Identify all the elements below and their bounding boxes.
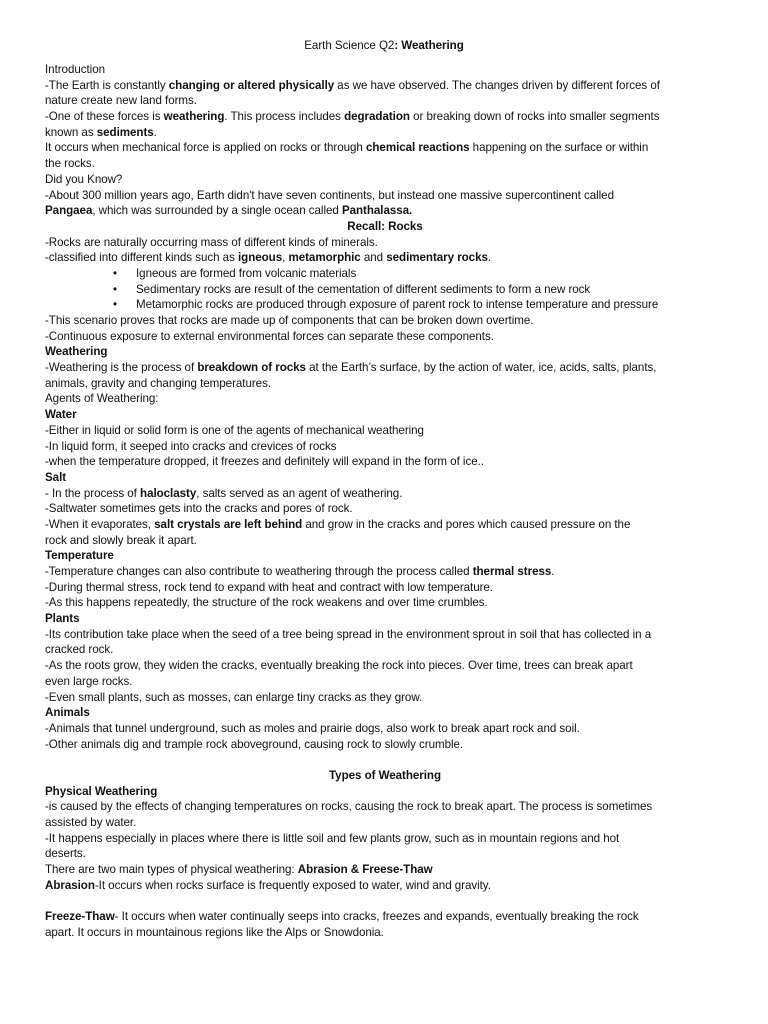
- bullet-item: [45, 266, 725, 282]
- text-run: , which was surrounded by a single ocean called: [92, 204, 342, 218]
- text-line: [45, 501, 725, 517]
- text-run: -As the roots grow, they widen the cracks, eventually breaking the rock into pieces. Over time, trees can break apart: [45, 659, 633, 673]
- bold-text: sediments: [96, 125, 154, 139]
- bold-text: changing or altered physically: [168, 78, 335, 92]
- text-run: rock and slowly break it apart.: [45, 533, 197, 547]
- text-line: [45, 391, 725, 407]
- text-line: [45, 250, 725, 266]
- bold-text: Types of Weathering: [329, 768, 441, 782]
- bold-text: salt crystals are left behind: [154, 517, 303, 531]
- section-heading: [45, 219, 725, 235]
- text-line: [45, 329, 725, 345]
- bold-text: igneous: [238, 251, 283, 265]
- text-line: [45, 376, 725, 392]
- text-run: cracked rock.: [45, 643, 114, 657]
- text-run: happening on the surface or within: [469, 141, 649, 155]
- text-run: .: [551, 565, 555, 578]
- text-run: -Either in liquid or solid form is one of the agents of mechanical weathering: [45, 423, 424, 437]
- text-line: [45, 831, 725, 847]
- text-run: deserts.: [45, 847, 86, 861]
- text-line: [45, 674, 725, 690]
- blank-line: [45, 752, 725, 768]
- text-line: [45, 109, 725, 125]
- text-run: -This scenario proves that rocks are made up of components that can be broken down overtime.: [45, 314, 534, 327]
- bold-text: Physical Weathering: [45, 784, 158, 798]
- text-run: -As this happens repeatedly, the structure of the rock weakens and over time crumbles.: [45, 596, 488, 610]
- text-run: -It happens especially in places where there is little soil and few plants grow, such as in mountain regions and hot: [45, 831, 620, 845]
- bold-text: Animals: [45, 706, 90, 720]
- text-line: [45, 846, 725, 862]
- bold-text: sedimentary rocks: [386, 251, 488, 265]
- text-run: -Animals that tunnel underground, such as moles and prairie dogs, also work to break apart rock and soil.: [45, 721, 580, 735]
- text-line: [45, 658, 725, 674]
- text-line: [45, 517, 725, 533]
- text-run: -It occurs when rocks surface is frequently exposed to water, wind and gravity.: [94, 878, 491, 892]
- text-run: -In liquid form, it seeped into cracks and crevices of rocks: [45, 439, 337, 453]
- text-line: [45, 564, 725, 580]
- bullet-icon: •: [113, 266, 118, 280]
- bullet-icon: •: [113, 298, 118, 312]
- bold-text: Abrasion: [45, 878, 95, 892]
- text-run: -About 300 million years ago, Earth didn't have seven continents, but instead one massive supercontinent called: [45, 188, 614, 202]
- text-line: [45, 627, 725, 643]
- bold-text: chemical reactions: [366, 141, 470, 155]
- bold-text: Recall: Rocks: [347, 219, 423, 233]
- bold-text: degradation: [344, 110, 410, 124]
- text-run: known as: [45, 125, 97, 139]
- text-line: [45, 611, 725, 627]
- bold-text: thermal stress: [472, 565, 552, 578]
- document-body: [45, 62, 725, 941]
- bold-text: Temperature: [45, 549, 114, 563]
- text-line: [45, 313, 725, 329]
- text-run: -Its contribution take place when the seed of a tree being spread in the environment sprout in soil that has collected in a: [45, 627, 652, 641]
- text-run: -Even small plants, such as mosses, can enlarge tiny cracks as they grow.: [45, 690, 423, 704]
- text-line: [45, 93, 725, 109]
- bold-text: Weathering: [45, 345, 108, 359]
- text-line: [45, 203, 725, 219]
- text-run: - It occurs when water continually seeps into cracks, freezes and expands, eventually breaking the rock: [114, 910, 639, 924]
- bold-text: Salt: [45, 470, 67, 484]
- text-line: [45, 705, 725, 721]
- text-line: [45, 78, 725, 94]
- text-run: Agents of Weathering:: [45, 392, 159, 406]
- title-topic: : Weathering: [394, 39, 464, 52]
- text-line: [45, 784, 725, 800]
- text-line: [45, 925, 725, 941]
- text-line: [45, 423, 725, 439]
- bullet-item: [45, 297, 725, 313]
- text-line: [45, 360, 725, 376]
- text-line: [45, 140, 725, 156]
- text-run: or breaking down of rocks into smaller segments: [409, 110, 660, 124]
- text-run: -when the temperature dropped, it freezes and definitely will expand in the form of ice..: [45, 455, 484, 469]
- bold-text: haloclasty: [140, 486, 197, 500]
- text-run: -Weathering is the process of: [45, 361, 198, 375]
- text-line: [45, 862, 725, 878]
- text-line: [45, 815, 725, 831]
- text-run: -classified into different kinds such as: [45, 251, 238, 265]
- text-run: . This process includes: [224, 110, 345, 124]
- text-line: [45, 188, 725, 204]
- text-line: [45, 439, 725, 455]
- bold-text: Pangaea: [45, 204, 93, 218]
- text-line: [45, 172, 725, 188]
- bold-text: weathering: [163, 110, 225, 124]
- text-run: at the Earth’s surface, by the action of water, ice, acids, salts, plants,: [305, 361, 657, 375]
- text-run: Metamorphic rocks are produced through exposure of parent rock to intense temperature and pressure: [136, 298, 659, 312]
- bullet-icon: •: [113, 282, 118, 296]
- bold-text: Plants: [45, 612, 80, 626]
- text-run: .: [487, 251, 492, 265]
- text-run: -Continuous exposure to external environmental forces can separate these components.: [45, 329, 494, 343]
- title-subject: Earth Science Q2: [304, 39, 395, 52]
- text-line: [45, 156, 725, 172]
- text-run: It occurs when mechanical force is applied on rocks or through: [45, 141, 366, 155]
- text-run: -One of these forces is: [45, 110, 164, 124]
- section-heading: [45, 768, 725, 784]
- text-line: [45, 878, 725, 894]
- text-line: [45, 470, 725, 486]
- text-run: -Temperature changes can also contribute to weathering through the process called: [45, 565, 473, 578]
- text-run: , salts served as an agent of weathering.: [196, 486, 403, 500]
- text-line: [45, 595, 725, 611]
- bold-text: breakdown of rocks: [197, 361, 306, 375]
- text-line: [45, 407, 725, 423]
- text-line: [45, 125, 725, 141]
- text-run: animals, gravity and changing temperatures.: [45, 376, 271, 390]
- text-run: Did you Know?: [45, 172, 123, 186]
- text-run: There are two main types of physical weathering:: [45, 863, 298, 877]
- text-run: ,: [282, 251, 289, 265]
- text-line: [45, 737, 725, 753]
- text-run: Igneous are formed from volcanic materials: [136, 266, 357, 280]
- bold-text: Abrasion & Freese-Thaw: [297, 863, 433, 877]
- text-run: -Saltwater sometimes gets into the cracks and pores of rock.: [45, 502, 353, 516]
- text-run: -is caused by the effects of changing temperatures on rocks, causing the rock to break apart. The process is sometimes: [45, 800, 653, 814]
- text-line: [45, 548, 725, 564]
- text-line: [45, 486, 725, 502]
- text-line: [45, 454, 725, 470]
- text-run: apart. It occurs in mountainous regions like the Alps or Snowdonia.: [45, 925, 384, 939]
- bold-text: Water: [45, 408, 77, 422]
- text-line: [45, 235, 725, 251]
- bullet-item: [45, 282, 725, 298]
- text-line: [45, 799, 725, 815]
- text-line: [45, 690, 725, 706]
- text-run: -When it evaporates,: [45, 517, 155, 531]
- bold-text: Freeze-Thaw: [45, 910, 115, 924]
- text-run: nature create new land forms.: [45, 94, 197, 108]
- text-line: [45, 344, 725, 360]
- text-run: as we have observed. The changes driven by different forces of: [334, 78, 660, 92]
- text-run: and: [360, 251, 387, 265]
- text-run: and grow in the cracks and pores which caused pressure on the: [302, 517, 631, 531]
- text-run: -During thermal stress, rock tend to expand with heat and contract with low temperature.: [45, 580, 493, 594]
- text-line: [45, 642, 725, 658]
- bold-text: Panthalassa.: [341, 204, 413, 218]
- text-run: even large rocks.: [45, 674, 133, 688]
- text-line: [45, 580, 725, 596]
- text-line: [45, 721, 725, 737]
- text-run: .: [153, 125, 157, 139]
- text-run: -Other animals dig and trample rock aboveground, causing rock to slowly crumble.: [45, 737, 464, 751]
- text-run: assisted by water.: [45, 816, 137, 829]
- text-run: - In the process of: [45, 486, 141, 500]
- document-title: [0, 38, 768, 54]
- text-run: -The Earth is constantly: [45, 78, 169, 92]
- text-line: [45, 909, 725, 925]
- bold-text: metamorphic: [288, 251, 361, 265]
- text-run: -Rocks are naturally occurring mass of different kinds of minerals.: [45, 235, 378, 249]
- text-run: Sedimentary rocks are result of the cementation of different sediments to form a new rock: [136, 282, 591, 296]
- text-run: Introduction: [45, 63, 105, 76]
- text-line: [45, 533, 725, 549]
- text-line: [45, 62, 725, 78]
- text-run: the rocks.: [45, 157, 95, 171]
- blank-line: [45, 893, 725, 909]
